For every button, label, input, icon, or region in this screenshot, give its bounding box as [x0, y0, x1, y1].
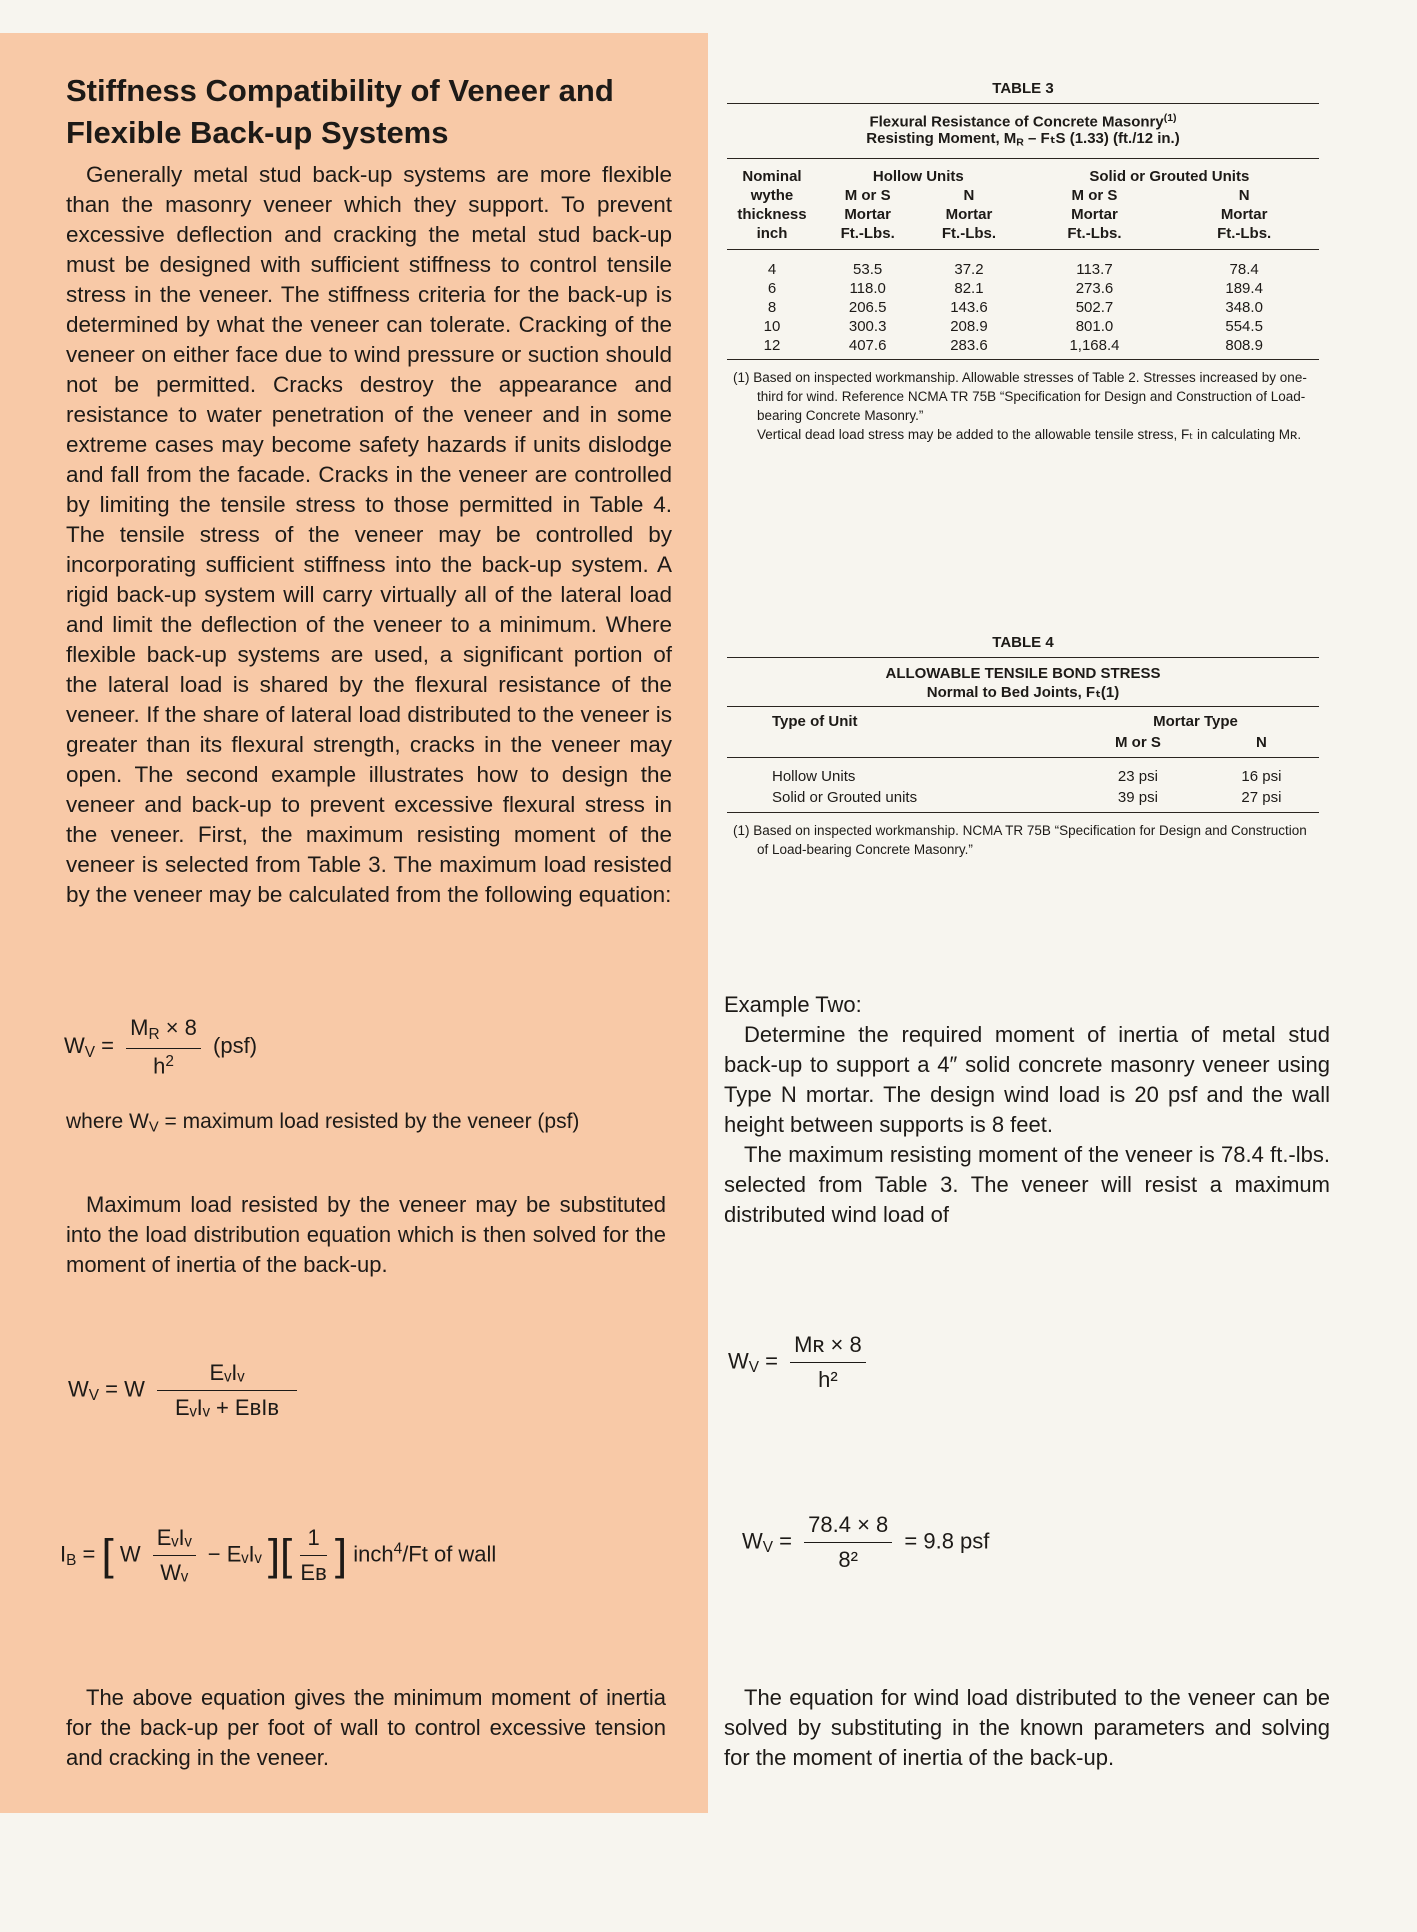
table-row: 12 407.6 283.6 1,168.4 808.9	[763, 336, 1263, 354]
head-mortar-type: Mortar Type	[1153, 713, 1238, 730]
left-column	[66, 70, 672, 910]
table-4-caption: TABLE 4	[992, 634, 1054, 651]
table-row: Hollow Units 23 psi 16 psi	[772, 768, 1282, 785]
head-nominal: Nominal wythe thickness inch	[737, 167, 807, 242]
head-solid-n: N Mortar Ft.-Lbs.	[1217, 186, 1272, 242]
head-mortar-n: N	[1256, 734, 1267, 751]
body-paragraph-3: The above equation gives the minimum moment of inertia for the back-up per foot of wall to control excessive tension and cracking in the veneer.	[66, 1685, 666, 1770]
table-3-footnote-2: Vertical dead load stress may be added to the allowable tensile stress, Fₜ in calculating Mʀ.	[757, 426, 1302, 442]
table-row: 6 118.0 82.1 273.6 189.4	[767, 279, 1263, 297]
example-paragraph-2: The maximum resisting moment of the veneer is 78.4 ft.-lbs. selected from Table 3. The veneer will resist a maximum distributed wind load of	[724, 1142, 1330, 1227]
table-3-footnote: (1) Based on inspected workmanship. Allowable stresses of Table 2. Stresses increased by one-third for wind. Reference NCMA TR 75B “Specification for Design and Construction of Load-bearing Concrete Masonry.”	[733, 369, 1307, 423]
head-hollow-units: Hollow Units	[872, 167, 964, 185]
example-two	[724, 990, 1330, 1230]
equation-example-symbolic: $W_V$ = $\frac{\text{Mʀ × 8}}{\text{h²}}$	[728, 1332, 872, 1393]
table-3-caption: TABLE 3	[992, 80, 1054, 97]
head-solid-units: Solid or Grouted Units	[1089, 167, 1250, 185]
equation-example-numeric: $W_V$ = $\frac{78.4 \times 8}{\text{8²}}$ = 9.8 psf	[742, 1512, 990, 1572]
body-paragraph-2: Maximum load resisted by the veneer may be substituted into the load distribution equation which is then solved for the moment of inertia of the back-up.	[66, 1192, 666, 1277]
equation-load-distribution: $W_V = W$ $\frac{\text{EᵥIᵥ}}{\text{EᵥIᵥ + EʙIʙ}}$	[68, 1360, 303, 1421]
table-3	[727, 80, 1319, 444]
table-3-title: Flexural Resistance of Concrete Masonry$^{(1)}$ Resisting Moment, $M_R$ – FₜS (1.33) (ft./12 in.)	[866, 112, 1180, 149]
table-4-footnote: (1) Based on inspected workmanship. NCMA TR 75B “Specification for Design and Construction of Load-bearing Concrete Masonry.”	[733, 823, 1307, 857]
head-hollow-n: N Mortar Ft.-Lbs.	[941, 186, 997, 242]
section-title: Stiffness Compatibility of Veneer and Flexible Back-up Systems	[66, 73, 614, 150]
head-type-of-unit: Type of Unit	[772, 713, 858, 730]
head-hollow-ms: M or S Mortar Ft.-Lbs.	[840, 186, 895, 242]
table-4-title: ALLOWABLE TENSILE BOND STRESS Normal to Bed Joints, Fₜ(1)	[885, 665, 1161, 701]
head-mortar-ms: M or S	[1115, 734, 1161, 751]
body-paragraph-1: Generally metal stud back-up systems are more flexible than the masonry veneer which they support. To prevent excessive deflection and cracking the metal stud back-up must be designed with sufficient stiffness to control tensile stress in the veneer. The stiffness criteria for the back-up is determined by what the veneer can tolerate. Cracking of the veneer on either face due to wind pressure or suction should not be permitted. Cracks destroy the appearance and resistance to water penetration of the veneer and in some extreme cases may become safety hazards if units dislodge and fall from the facade. Cracks in the veneer are controlled by limiting the tensile stress to those permitted in Table 4. The tensile stress of the veneer may be controlled by incorporating sufficient stiffness into the back-up system. A rigid back-up system will carry virtually all of the lateral load and limit the deflection of the veneer to a minimum. Where flexible back-up systems are used, a significant portion of the lateral load is shared by the flexural resistance of the veneer. If the share of lateral load distributed to the veneer is greater than its flexural strength, cracks in the veneer may open. The second example illustrates how to design the veneer and back-up to prevent excessive flexural stress in the veneer. First, the maximum resisting moment of the veneer is selected from Table 3. The maximum load resisted by the veneer may be calculated from the following equation:	[66, 162, 672, 907]
table-4	[727, 634, 1319, 859]
equation-moment-of-inertia: $I_B$ = [ W $\frac{\text{EᵥIᵥ}}{\text{Wᵥ}}$ − EᵥIᵥ ][ $\frac{1}{\text{Eʙ}}$ ] inch$^4$/Ft of wall	[60, 1525, 497, 1585]
equation-max-load: $W_V$ = $\frac{M_R \times 8}{h^2}$ (psf)	[64, 1015, 258, 1079]
head-solid-ms: M or S Mortar Ft.-Lbs.	[1067, 186, 1122, 242]
table-3-grid	[727, 167, 1319, 355]
table-row: 4 53.5 37.2 113.7 78.4	[767, 260, 1259, 278]
table-row: 8 206.5 143.6 502.7 348.0	[767, 298, 1263, 316]
table-row: Solid or Grouted units 39 psi 27 psi	[772, 789, 1282, 806]
example-title: Example Two:	[724, 992, 862, 1017]
table-4-grid	[727, 711, 1319, 808]
example-paragraph-1: Determine the required moment of inertia of metal stud back-up to support a 4″ solid concrete masonry veneer using Type N mortar. The design wind load is 20 psf and the wall height between supports is 8 feet.	[724, 1022, 1330, 1137]
example-paragraph-3: The equation for wind load distributed to the veneer can be solved by substituting in the known parameters and solving for the moment of inertia of the back-up.	[724, 1685, 1330, 1770]
where-definition: where $W_V$ = maximum load resisted by the veneer (psf)	[66, 1110, 580, 1136]
table-row: 10 300.3 208.9 801.0 554.5	[763, 317, 1263, 335]
